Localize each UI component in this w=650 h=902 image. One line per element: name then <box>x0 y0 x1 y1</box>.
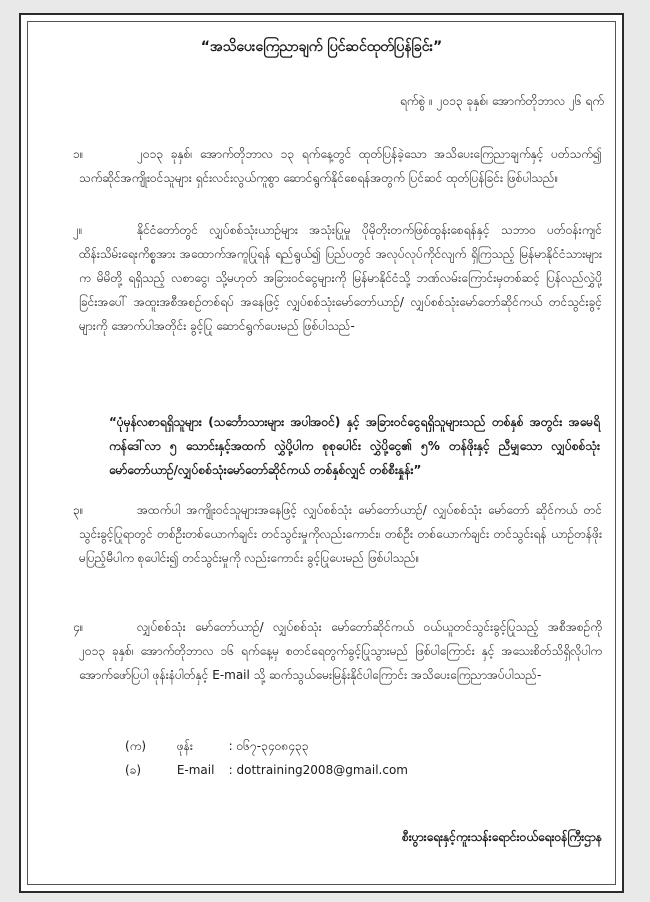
contact-marker: (ခ) <box>125 763 142 777</box>
contact-value: : ၀၆၇-၃၄၀၈၄၃၃ <box>228 739 309 753</box>
paragraph-text: နိုင်ငံတော်တွင် လျှပ်စစ်သုံးယာဉ်များ အသုံးပြုမှု ပိုမိုတိုးတက်ဖြစ်ထွန်းစေရန်နှင့် သဘာဝ ပတ်ဝန်းကျင်ထိန်းသိမ်းရေးကိစ္စအား အထောက်အကူပြုရန် ရည်ရွယ်၍ ပြည်ပတွင် အလုပ်လုပ်ကိုင်လျက် ရှိကြသည့် မြန်မာနိုင်ငံသားများက မိမိတို့ ရရှိသည့် လစာငွေ၊ သို့မဟုတ် အခြားဝင်ငွေများကို မြန်မာနိုင်ငံသို့ ဘဏ်လမ်းကြောင်းမှတစ်ဆင့် ပြန်လည်လွှဲပို့ခြင်းအပေါ် အထူးအစီအစဉ်တစ်ရပ် အနေဖြင့် လျှပ်စစ်သုံးမော်တော်ယာဉ်/ လျှပ်စစ်သုံးမော်တော်ဆိုင်ကယ် တင်သွင်းခွင့်များကို အောက်ပါအတိုင်း ခွင့်ပြု ဆောင်ရွက်ပေးမည် ဖြစ်ပါသည်- <box>79 223 602 333</box>
paragraph-text: အထက်ပါ အကျိုးဝင်သူများအနေဖြင့် လျှပ်စစ်သုံး မော်တော်ယာဉ်/ လျှပ်စစ်သုံး မော်တော် ဆိုင်ကယ် တင်သွင်းခွင့်ပြုရာတွင် တစ်ဦးတစ်ယောက်ချင်း တင်သွင်းမှုကိုလည်းကောင်း၊ တစ်ဦး တစ်ယောက်ချင်း တင်သွင်းရန် ယာဉ်တန်ဖိုး မပြည့်မီပါက စုပေါင်း၍ တင်သွင်းမှုကို လည်းကောင်း ခွင့်ပြုပေးမည် ဖြစ်ပါသည်။ <box>79 503 602 565</box>
contact-label: E-mail <box>176 763 215 777</box>
document-title: “အသိပေးကြေညာချက် ပြင်ဆင်ထုတ်ပြန်ခြင်း” <box>200 39 443 55</box>
paragraph-text: ၂၀၁၃ ခုနှစ်၊ အောက်တိုဘာလ ၁၃ ရက်နေ့တွင် ထုတ်ပြန်ခဲ့သော အသိပေးကြေညာချက်နှင့် ပတ်သက်၍ သက်ဆိုင်အကျိုးဝင်သူများ ရှင်းလင်းလွယ်ကူစွာ ဆောင်ရွက်နိုင်စေရန်အတွက် ပြင်ဆင် ထုတ်ပြန်ခြင်း ဖြစ်ပါသည်။ <box>79 147 602 185</box>
document-page <box>19 13 624 893</box>
contact-marker: (က) <box>125 739 147 753</box>
paragraph-3 <box>73 498 602 570</box>
contact-email <box>125 759 408 781</box>
highlighted-quote: “ပုံမှန်လစာရရှိသူများ (သင်္ဘောသားများ အပါအဝင်) နှင့် အခြားဝင်ငွေရရှိသူများသည် တစ်နှစ် အတွင်း အမေရိကန်ဒေါ်လာ ၅ သောင်းနှင့်အထက် လွှဲပို့ပါက စုစုပေါင်း လွှဲပို့ငွေ၏ ၅% တန်ဖိုးနှင့် ညီမျှသော လျှပ်စစ်သုံး မော်တော်ယာဉ်/လျှပ်စစ်သုံးမော်တော်ဆိုင်ကယ် တစ်နှစ်လျှင် တစ်စီးနှုန်း” <box>109 415 600 477</box>
paragraph-number: ၂။ <box>73 223 83 237</box>
document-date: ရက်စွဲ ။ ၂၀၁၃ ခုနှစ်၊ အောက်တိုဘာလ ၂၆ ရက် <box>399 94 604 108</box>
paragraph-text: လျှပ်စစ်သုံး မော်တော်ယာဉ်/ လျှပ်စစ်သုံး မော်တော်ဆိုင်ကယ် ဝယ်ယူတင်သွင်းခွင့်ပြုသည့် အစီအစဉ်ကို ၂၀၁၃ ခုနှစ်၊ အောက်တိုဘာလ ၁၆ ရက်နေ့မှ စတင်ရေတွက်ခွင့်ပြုသွားမည် ဖြစ်ပါကြောင်း နှင့် အသေးစိတ်သိရှိလိုပါက အောက်ဖော်ပြပါ ဖုန်းနံပါတ်နှင့် E-mail သို့ ဆက်သွယ်မေးမြန်းနိုင်ပါကြောင်း အသိပေးကြေညာအပ်ပါသည်- <box>79 620 602 682</box>
signature-ministry: စီးပွားရေးနှင့်ကူးသန်းရောင်းဝယ်ရေးဝန်ကြီးဌာန <box>401 830 602 844</box>
contact-label: ဖုန်း <box>176 739 193 753</box>
paragraph-number: ၃။ <box>73 503 84 517</box>
paragraph-2 <box>73 218 602 338</box>
paragraph-4 <box>73 615 602 687</box>
contact-value[interactable]: : dottraining2008@gmail.com <box>228 763 408 777</box>
paragraph-1 <box>73 142 602 190</box>
paragraph-number: ၁။ <box>73 147 84 161</box>
contact-phone <box>125 735 308 757</box>
paragraph-number: ၄။ <box>73 620 84 634</box>
